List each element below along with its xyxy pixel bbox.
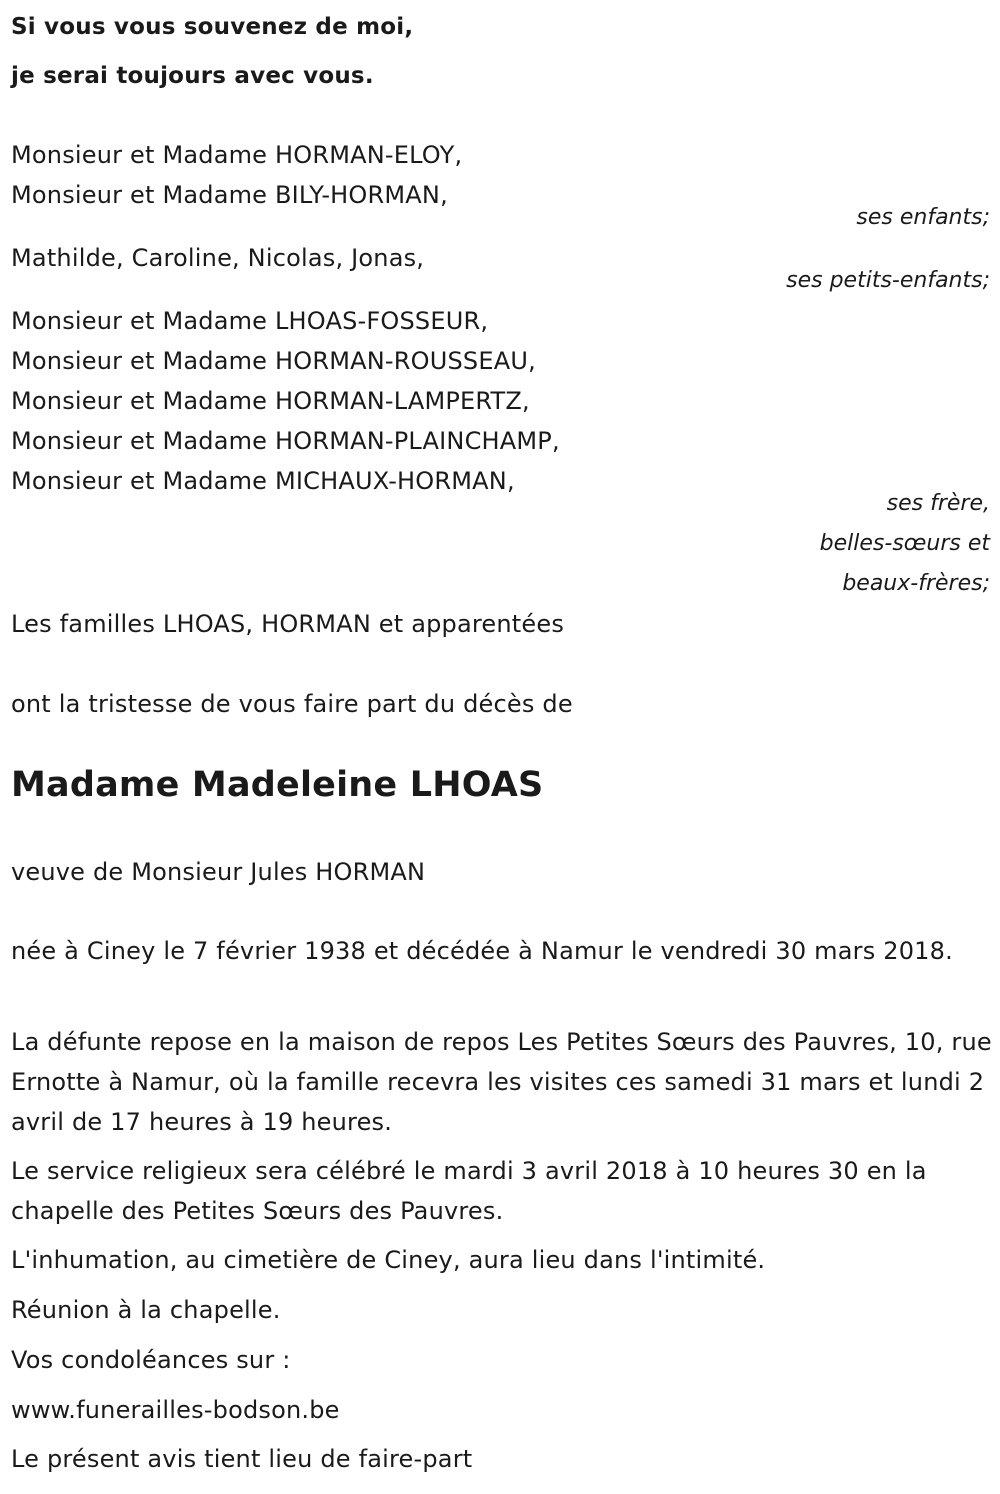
grandchildren-names: Mathilde, Caroline, Nicolas, Jonas, [11, 244, 425, 272]
children-relation: ses enfants; [856, 205, 990, 230]
siblings-relation-3: beaux-frères; [842, 571, 990, 596]
sibling-name-2: Monsieur et Madame HORMAN-ROUSSEAU, [11, 347, 536, 375]
grandchildren-relation: ses petits-enfants; [786, 268, 990, 293]
condolences-label: Vos condoléances sur : [11, 1346, 291, 1374]
service-paragraph: Le service religieux sera célébré le mardi 3 avril 2018 à 10 heures 30 en la chapelle des Petites Sœurs des Pauvres. [11, 1157, 927, 1225]
viewing-paragraph: La défunte repose en la maison de repos Les Petites Sœurs des Pauvres, 10, rue Ernotte à Namur, où la famille recevra les visites ces samedi 31 mars et lundi 2 avril de 17 heures à 19 heures. [11, 1028, 992, 1136]
sibling-name-3: Monsieur et Madame HORMAN-LAMPERTZ, [11, 387, 530, 415]
deceased-name: Madame Madeleine LHOAS [11, 765, 544, 805]
children-name-1: Monsieur et Madame HORMAN-ELOY, [11, 141, 463, 169]
families-line: Les familles LHOAS, HORMAN et apparentées [11, 610, 565, 638]
condolences-website[interactable]: www.funerailles-bodson.be [11, 1396, 340, 1424]
birth-death-paragraph: née à Ciney le 7 février 1938 et décédée à Namur le vendredi 30 mars 2018. [11, 937, 953, 965]
siblings-relation-2: belles-sœurs et [819, 531, 990, 556]
burial-paragraph: L'inhumation, au cimetière de Ciney, aura lieu dans l'intimité. [11, 1246, 766, 1274]
children-name-2: Monsieur et Madame BILY-HORMAN, [11, 181, 448, 209]
epigraph-line-1: Si vous vous souvenez de moi, [11, 14, 414, 40]
notice-footer: Le présent avis tient lieu de faire-part [11, 1445, 473, 1473]
sibling-name-4: Monsieur et Madame HORMAN-PLAINCHAMP, [11, 427, 560, 455]
epigraph-line-2: je serai toujours avec vous. [11, 63, 374, 89]
announcement-line: ont la tristesse de vous faire part du décès de [11, 690, 573, 718]
sibling-name-1: Monsieur et Madame LHOAS-FOSSEUR, [11, 307, 489, 335]
sibling-name-5: Monsieur et Madame MICHAUX-HORMAN, [11, 467, 515, 495]
gathering-paragraph: Réunion à la chapelle. [11, 1296, 281, 1324]
siblings-relation-1: ses frère, [886, 491, 990, 516]
widow-of-line: veuve de Monsieur Jules HORMAN [11, 858, 426, 886]
